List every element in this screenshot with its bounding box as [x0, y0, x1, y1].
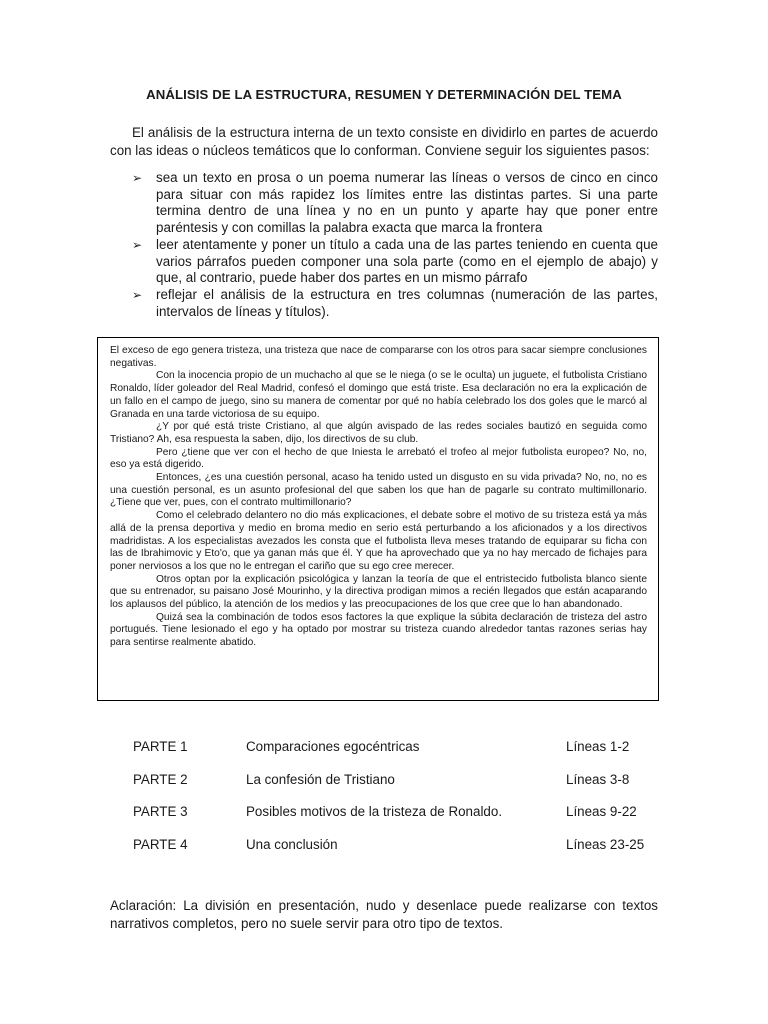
arrow-bullet-icon: ➢: [132, 171, 143, 185]
part-number: PARTE 1: [133, 739, 188, 754]
parts-table: [133, 739, 673, 870]
sample-paragraph: Con la inocencia propio de un muchacho al que se le niega (o se le oculta) un juguete, el futbolista Cristiano Ronaldo, líder goleador del Real Madrid, confesó el domingo que está triste. Esa declaración no era la explicación de un fallo en el campo de juego, sino su manera de comentar por qué no había celebrado los dos goles que le marcó al Granada en una tarde victoriosa de su equipo.: [110, 370, 647, 420]
step-text: sea un texto en prosa o un poema numerar las líneas o versos de cinco en cinco para situar con más rapidez los límites entre las distintas partes. Si una parte termina dentro de una línea y no en un punto y aparte hay que poner entre paréntesis y con comillas la palabra exacta que marca la frontera: [156, 170, 658, 236]
part-lines: Líneas 3-8: [566, 771, 630, 787]
part-lines: Líneas 23-25: [566, 837, 645, 853]
clarification-note: Aclaración: La división en presentación, nudo y desenlace puede realizarse con textos narrativos completos, pero no suele servir para otro tipo de textos.: [110, 898, 658, 931]
part-row: [133, 739, 673, 772]
sample-paragraph: El exceso de ego genera tristeza, una tristeza que nace de compararse con los otros para sacar siempre conclusiones negativas.: [110, 345, 647, 369]
part-lines: Líneas 9-22: [566, 804, 637, 820]
document-title: ANÁLISIS DE LA ESTRUCTURA, RESUMEN Y DETERMINACIÓN DEL TEMA: [146, 87, 622, 102]
part-title: La confesión de Tristiano: [246, 771, 395, 787]
part-title: Posibles motivos de la tristeza de Ronaldo.: [246, 804, 503, 820]
part-row: [133, 804, 673, 837]
part-title: Una conclusión: [246, 837, 338, 853]
arrow-bullet-icon: ➢: [132, 237, 143, 252]
sample-paragraph: Quizá sea la combinación de todos esos factores la que explique la súbita declaración de tristeza del astro portugués. Tiene lesionado el ego y ha optado por mostrar su tristeza cuando alrededor tantas razones serias hay para sentirse realmente abatido.: [110, 611, 647, 649]
sample-text-box: [97, 337, 659, 701]
step-item: [110, 237, 658, 287]
sample-paragraph: Otros optan por la explicación psicológica y lanzan la teoría de que el entristecido futbolista blanco siente que su entrenador, su paisano José Mourinho, y la directiva prodigan mimos a recién llegados que están acaparando los aplausos del público, la atención de los medios y las preocupaciones de los que cree que lo han abandonado.: [110, 573, 647, 611]
step-text: leer atentamente y poner un título a cada una de las partes teniendo en cuenta que varios párrafos pueden componer una sola parte (como en el ejemplo de abajo) y que, al contrario, puede haber dos partes en un mismo párrafo: [156, 236, 658, 286]
arrow-bullet-icon: ➢: [132, 287, 143, 302]
part-number: PARTE 2: [133, 771, 188, 787]
sample-paragraph: Como el celebrado delantero no dio más explicaciones, el debate sobre el motivo de su tristeza está ya más allá de la prensa deportiva y medio en broma medio en serio está perturbando a los aficionados y a los directivos madridistas. A los especialistas avezados les consta que el futbolista lleva meses tratando de equiparar su ficha con las de Ibrahimovic y Eto'o, que ya ganan más que él. Y que ha aprovechado que ya no hay mercado de fichajes para poner nerviosos a los que no le entregan el cariño que su ego cree merecer.: [110, 510, 647, 572]
intro-text: El análisis de la estructura interna de un texto consiste en dividirlo en partes de acuerdo con las ideas o núcleos temáticos que lo conforman. Conviene seguir los siguientes pasos:: [110, 125, 658, 158]
steps-list: [110, 170, 658, 320]
sample-paragraph: Pero ¿tiene que ver con el hecho de que Iniesta le arrebató el trofeo al mejor futbolista europeo? No, no, eso ya está digerido.: [110, 446, 647, 471]
step-text: reflejar el análisis de la estructura en tres columnas (numeración de las partes, intervalos de líneas y títulos).: [156, 286, 658, 319]
step-item: [110, 287, 658, 320]
part-row: [133, 837, 673, 870]
part-row: [133, 772, 673, 805]
intro-paragraph: [110, 124, 658, 159]
part-number: PARTE 4: [133, 837, 188, 853]
part-title: Comparaciones egocéntricas: [246, 739, 420, 754]
part-lines: Líneas 1-2: [566, 739, 630, 754]
part-number: PARTE 3: [133, 804, 188, 820]
sample-paragraph: ¿Y por qué está triste Cristiano, al que algún avispado de las redes sociales bautizó en seguida como Tristiano? Ah, esa respuesta la saben, dijo, los directivos de su club.: [110, 421, 647, 445]
step-item: [110, 170, 658, 237]
sample-paragraph: Entonces, ¿es una cuestión personal, acaso ha tenido usted un disgusto en su vida privada? No, no, no es una cuestión personal, es un asunto profesional del que saben los que han de pagarle su contrato multimillonario. ¿Tiene que ver, pues, con el contrato multimillonario?: [110, 472, 647, 509]
